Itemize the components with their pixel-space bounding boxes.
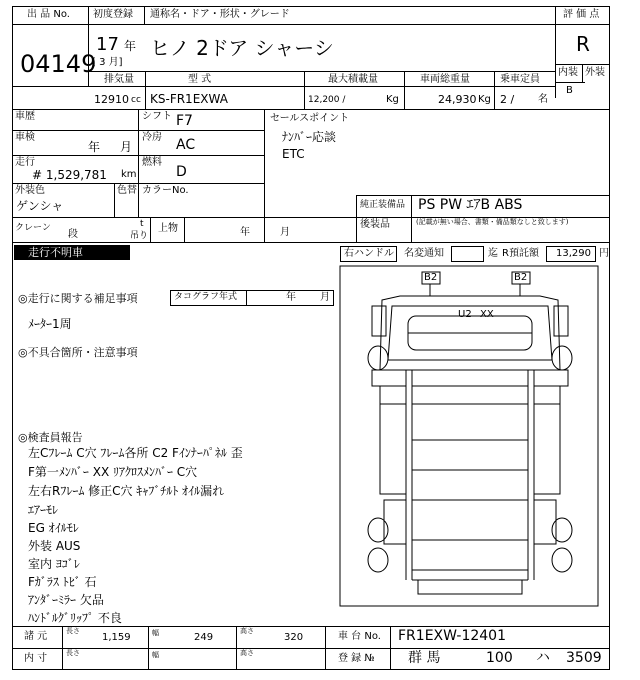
right-hand-label: 右ハンドル <box>344 248 394 259</box>
width-value: 249 <box>194 632 214 643</box>
rule <box>12 109 610 110</box>
rule <box>12 130 264 131</box>
shift-value: F7 <box>176 113 193 129</box>
rule <box>12 648 610 649</box>
gross-unit: Kg <box>478 94 491 105</box>
car-name: ヒノ 2ドア シャーシ <box>150 36 334 60</box>
shift-label: シフト <box>142 111 172 122</box>
mark-b2-right: B2 <box>514 272 528 283</box>
name-label: 通称名・ドア・形状・グレード <box>150 9 290 20</box>
reg-number: 3509 <box>566 650 602 666</box>
rule <box>390 626 391 670</box>
capacity-label: 乗車定員 <box>500 74 540 85</box>
rule <box>555 6 556 98</box>
height-label: 高さ <box>240 627 254 635</box>
model-label: 型 式 <box>188 74 212 85</box>
rule <box>144 6 145 24</box>
load-value: 12,200 / <box>308 95 346 105</box>
sales-label: セールスポイント <box>270 113 350 124</box>
mark-u2: U2 <box>458 309 472 320</box>
report-line-3: 左右Rﾌﾚｰﾑ 修正C穴 ｷｬﾌﾞﾁﾙﾄ ｵｲﾙ漏れ <box>28 484 225 498</box>
mileage-label: 走行 <box>15 157 35 168</box>
reg-year-unit: 年 <box>124 39 137 53</box>
inner-height-label: 高さ <box>240 649 254 657</box>
report-line-4: ｴｱｰﾓﾚ <box>28 503 59 517</box>
reg-label: 初度登録 <box>93 9 133 20</box>
inspect-label: 車検 <box>15 132 35 143</box>
rule <box>145 71 146 109</box>
mark-b2-left: B2 <box>424 272 438 283</box>
sales-line-1: ﾅﾝﾊﾞｰ応談 <box>282 130 337 144</box>
rule <box>88 71 555 72</box>
dims-label: 諸 元 <box>24 631 48 642</box>
rule <box>411 195 412 242</box>
name-change-box <box>451 246 484 262</box>
rule <box>404 71 405 109</box>
std-equip-label: 純正装備品 <box>360 200 406 210</box>
color-no-label: カラーNo. <box>142 185 189 196</box>
capacity-value: 2 / <box>500 93 515 106</box>
rule <box>62 626 63 670</box>
inspect-month: 月 <box>120 140 133 154</box>
lot-label: 出 品 No. <box>27 9 70 20</box>
tacho-month: 月 <box>320 292 330 303</box>
report-title: ◎検査員報告 <box>18 431 83 444</box>
lot-number: 04149 <box>20 50 97 78</box>
fuel-label: 燃料 <box>142 157 162 168</box>
history-label: 車歴 <box>15 111 35 122</box>
loader-label: 上物 <box>158 223 178 234</box>
rule <box>12 626 610 627</box>
rule <box>494 71 495 109</box>
rating-value: R <box>576 32 590 56</box>
rule <box>150 217 151 242</box>
rule <box>582 64 583 82</box>
rule <box>555 82 585 83</box>
reg-no-label: 登 録 № <box>338 653 375 664</box>
load-unit: Kg <box>386 94 399 105</box>
reg-year: 17 <box>96 34 119 55</box>
len-label: 長さ <box>66 627 80 635</box>
color-change-label: 色替 <box>117 185 137 196</box>
rule <box>356 195 357 242</box>
recycle-value: 13,290 <box>556 248 591 259</box>
chassis-label: 車 台 No. <box>338 631 381 642</box>
reg-month: [ 3 月] <box>92 57 123 68</box>
rule <box>246 290 247 306</box>
interior-grade: B <box>566 85 573 96</box>
inner-width-label: 幅 <box>152 651 159 659</box>
tacho-year: 年 <box>286 292 296 303</box>
inspect-year: 年 <box>88 140 101 154</box>
inner-label: 内 寸 <box>24 653 48 664</box>
rule <box>12 86 88 87</box>
rule <box>236 626 237 670</box>
tacho-label: タコグラフ年式 <box>174 292 238 302</box>
load-label: 最大積載量 <box>328 74 378 85</box>
loader-month: 月 <box>280 227 290 238</box>
rule <box>304 71 305 109</box>
disp-label: 排気量 <box>104 74 134 85</box>
supplement-text: ﾒｰﾀｰ1周 <box>28 317 72 331</box>
exterior-label: 外装 <box>585 67 605 78</box>
color-label: 外装色 <box>15 185 45 196</box>
no-mileage-banner <box>14 245 130 260</box>
recycle-label: R預託額 <box>502 248 539 259</box>
rule <box>148 626 149 670</box>
fuel-value: D <box>176 164 187 180</box>
report-line-2: F第一ﾒﾝﾊﾞｰ XX ﾘｱｸﾛｽﾒﾝﾊﾞｰ C穴 <box>28 465 198 479</box>
mileage-value: # 1,529,781 <box>32 168 107 182</box>
rule <box>555 24 610 25</box>
rating-label: 評 価 点 <box>563 9 600 20</box>
supplement-title: ◎走行に関する補足事項 <box>18 292 138 305</box>
rule <box>12 24 555 25</box>
report-line-1: 左Cﾌﾚｰﾑ C穴 ﾌﾚｰﾑ各所 C2 Fｲﾝﾅｰﾊﾟﾈﾙ 歪 <box>28 446 243 460</box>
reg-class: 100 <box>486 650 513 666</box>
mileage-unit: km <box>121 169 137 180</box>
rule <box>12 183 264 184</box>
recycle-until: 迄 <box>488 248 498 259</box>
after-equip-label: 後装品 <box>360 219 390 230</box>
reg-kana: ハ <box>536 650 550 666</box>
after-equip-note: (記載が無い場合、書類・備品類なしと致します) <box>416 218 569 226</box>
rule <box>12 155 264 156</box>
crane-lift: 吊り <box>130 231 149 241</box>
inner-len-label: 長さ <box>66 649 80 657</box>
rule <box>356 195 610 196</box>
rule <box>12 242 610 243</box>
disp-unit: cc <box>131 95 141 105</box>
rule <box>88 86 555 87</box>
no-mileage-text: 走行不明車 <box>28 246 83 259</box>
ac-label: 冷房 <box>142 132 162 143</box>
report-line-5: EG ｵｲﾙﾓﾚ <box>28 521 79 535</box>
height-value: 320 <box>284 632 304 643</box>
crane-label: クレーン <box>15 223 51 233</box>
report-line-8: Fｶﾞﾗｽ ﾄﾋﾞ 石 <box>28 575 97 589</box>
report-line-9: ｱﾝﾀﾞｰﾐﾗｰ 欠品 <box>28 593 104 607</box>
width-label: 幅 <box>152 629 159 637</box>
capacity-unit: 名 <box>538 94 548 105</box>
mark-xx: XX <box>480 309 494 320</box>
crane-step: 段 <box>68 229 78 240</box>
report-line-6: 外装 AUS <box>28 539 81 553</box>
reg-pref: 群 馬 <box>408 650 441 666</box>
loader-year: 年 <box>240 227 250 238</box>
len-value: 1,159 <box>102 632 131 643</box>
recycle-yen: 円 <box>599 248 609 259</box>
rule <box>325 626 326 670</box>
color-value: ゲンシャ <box>16 199 64 213</box>
model-value: KS-FR1EXWA <box>150 92 228 106</box>
disp-value: 12910 <box>94 93 129 106</box>
ac-value: AC <box>176 137 196 153</box>
interior-label: 内装 <box>558 67 578 78</box>
gross-value: 24,930 <box>438 93 477 106</box>
rule <box>264 109 265 242</box>
report-line-7: 室内 ﾖｺﾞﾚ <box>28 557 80 571</box>
chassis-value: FR1EXW-12401 <box>398 628 506 644</box>
name-change-label: 名変通知 <box>404 248 444 259</box>
rule <box>114 183 115 217</box>
defects-title: ◎不具合箇所・注意事項 <box>18 346 138 359</box>
std-equip-value: PS PW ｴｱB ABS <box>418 197 523 213</box>
rule <box>138 109 139 217</box>
sales-line-2: ETC <box>282 147 305 161</box>
rule <box>184 217 185 242</box>
gross-label: 車両総重量 <box>420 74 470 85</box>
report-line-10: ﾊﾝﾄﾞﾙｸﾞﾘｯﾌﾟ 不良 <box>28 611 122 625</box>
crane-t: t <box>140 219 144 229</box>
